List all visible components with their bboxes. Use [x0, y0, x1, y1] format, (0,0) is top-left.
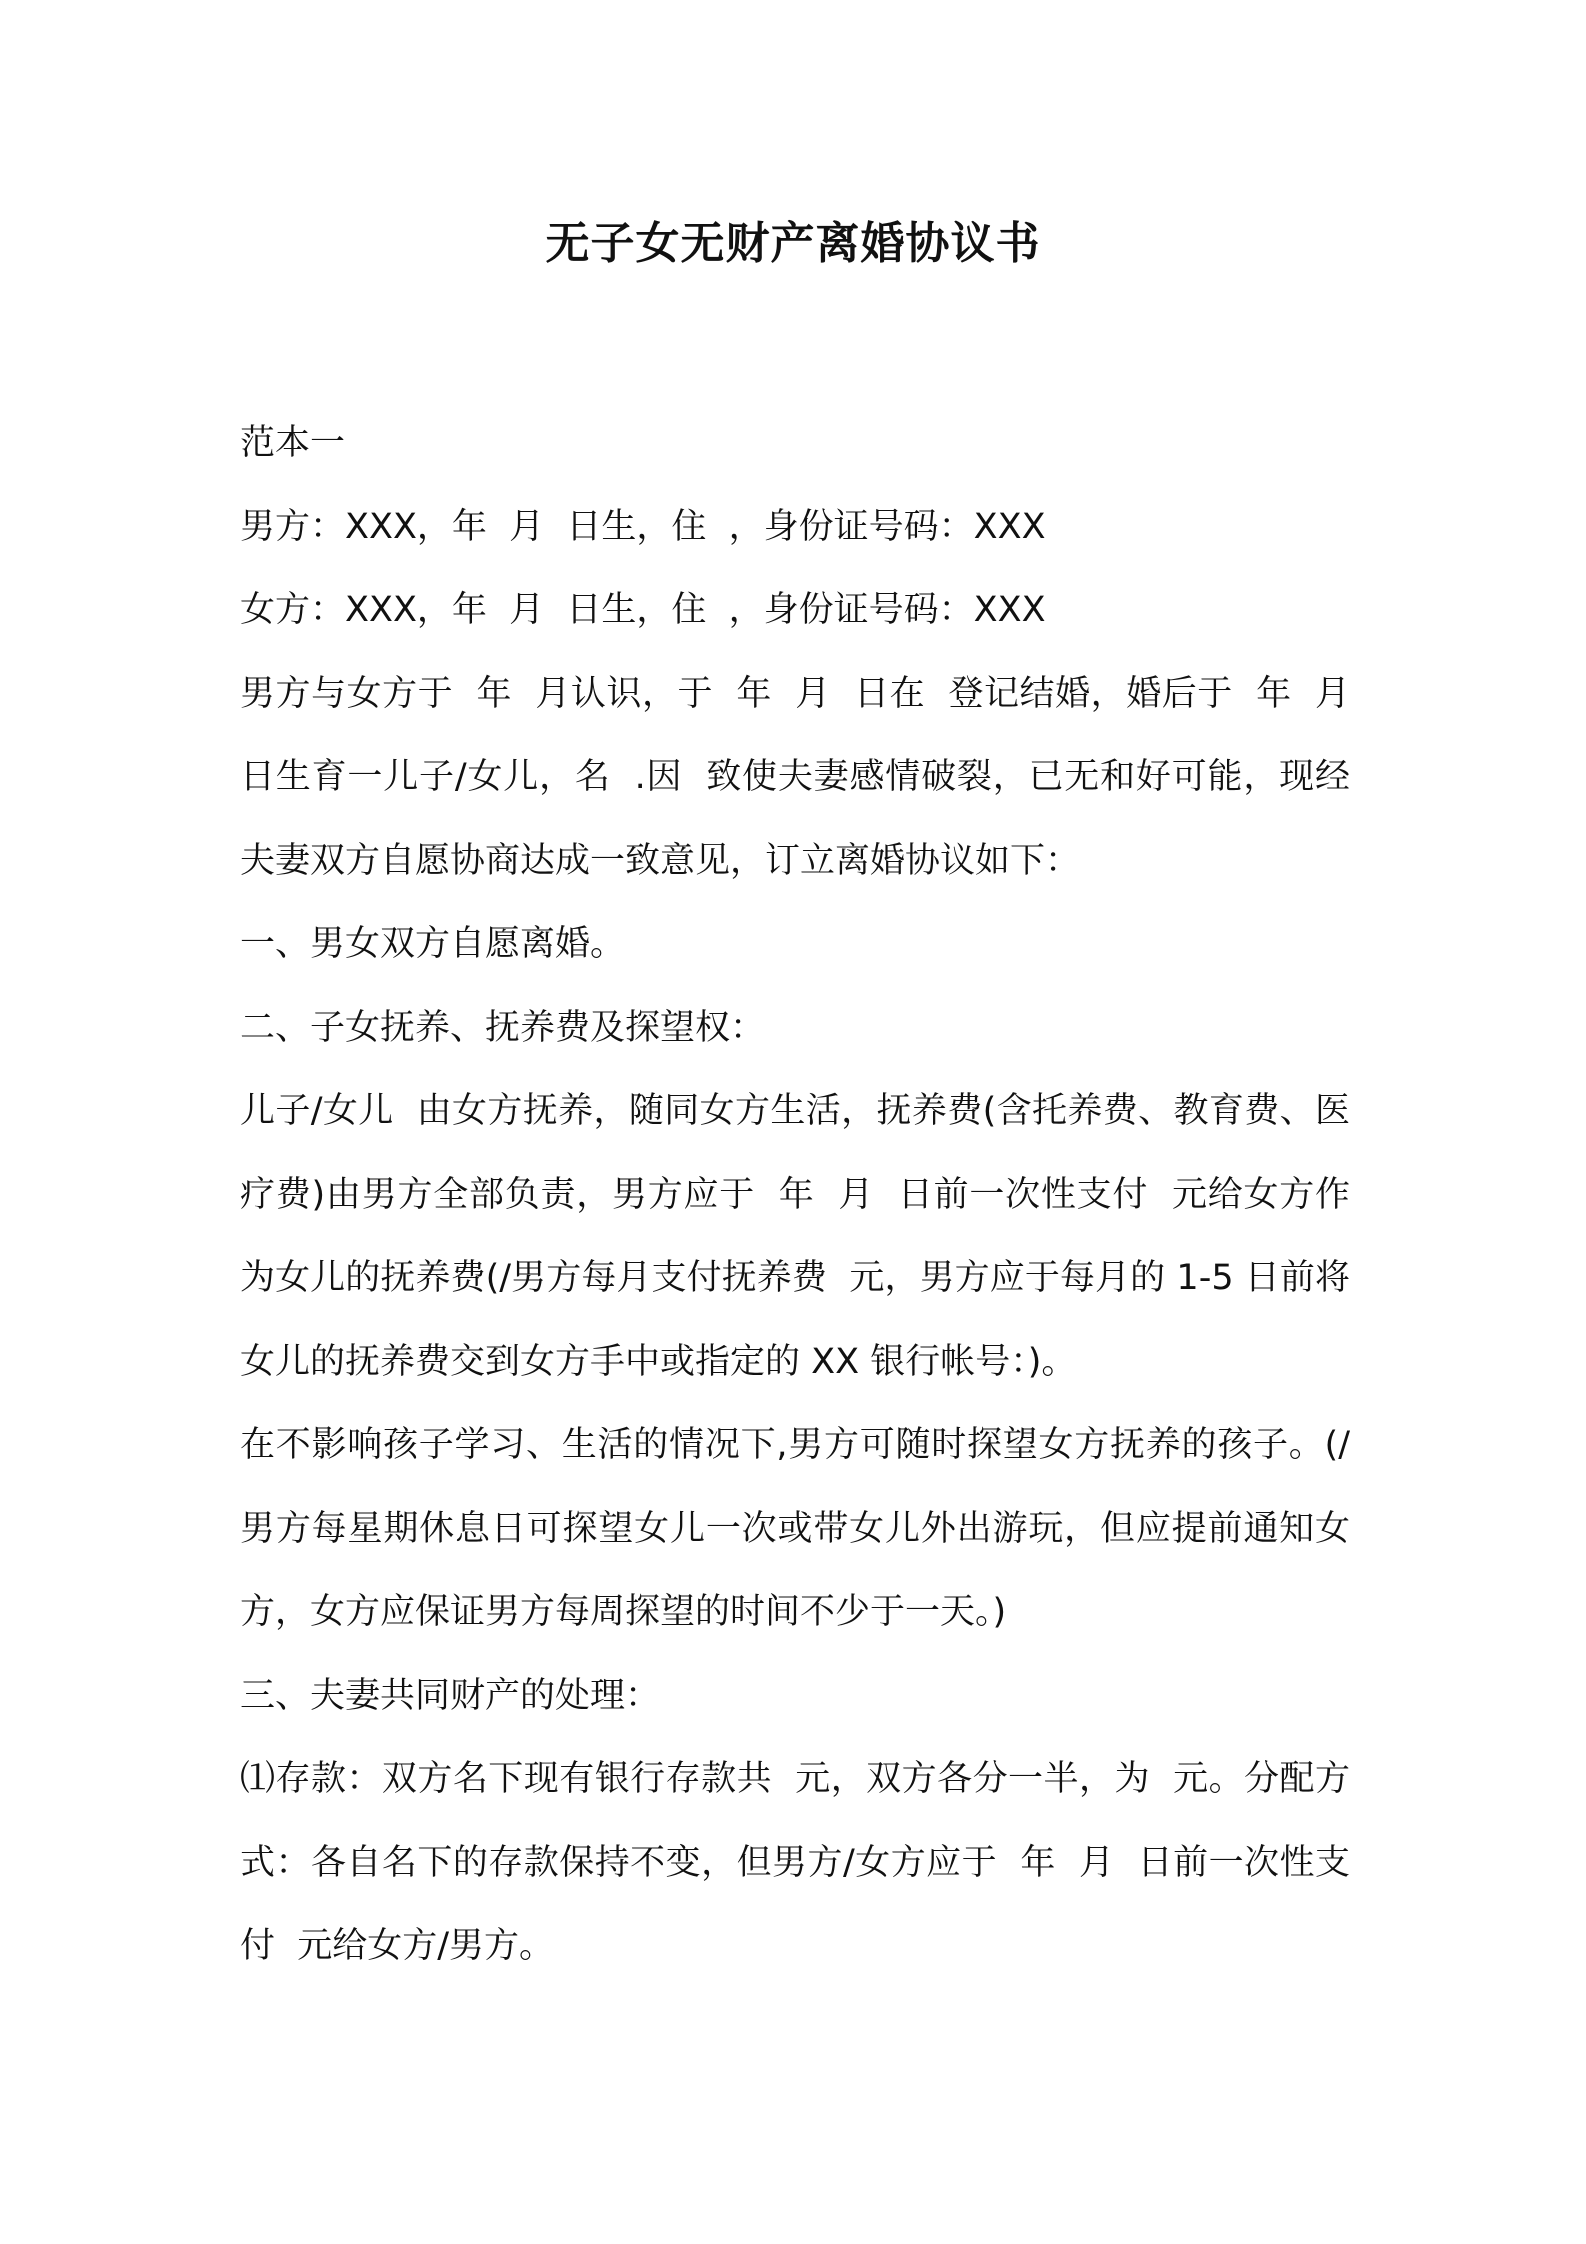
child-custody-paragraph: 儿子/女儿 由女方抚养，随同女方生活，抚养费(含托养费、教育费、医疗费)由男方全部负责，男方应于 年 月 日前一次性支付 元给女方作为女儿的抚养费(/男方每月支付抚养费 元，男方应于每月的 1-5 日前将女儿的抚养费交到女方手中或指定的 XX 银行帐号：)。	[240, 1091, 1350, 1382]
marriage-background: 男方与女方于 年 月认识，于 年 月 日在 登记结婚，婚后于 年 月 日生育一儿子/女儿，名 .因 致使夫妻感情破裂，已无和好可能，现经夫妻双方自愿协商达成一致意见，订立离婚协议如下：	[240, 673, 1373, 881]
clause-1-divorce: 一、男女双方自愿离婚。	[240, 924, 626, 964]
document-body	[240, 402, 1373, 1989]
visitation-paragraph: 在不影响孩子学习、生活的情况下,男方可随时探望女方抚养的孩子。(/男方每星期休息日可探望女儿一次或带女儿外出游玩，但应提前通知女方，女方应保证男方每周探望的时间不少于一天。)	[240, 1425, 1350, 1632]
clause-3-heading: 三、夫妻共同财产的处理：	[240, 1675, 661, 1716]
female-party-info: 女方：XXX，年 月 日生，住 ，身份证号码：XXX	[240, 590, 1046, 630]
male-party-info: 男方：XXX，年 月 日生，住 ，身份证号码：XXX	[240, 506, 1046, 547]
document-title: 无子女无财产离婚协议书	[545, 218, 1041, 269]
clause-2-heading: 二、子女抚养、抚养费及探望权：	[240, 1007, 766, 1048]
template-label: 范本一	[240, 423, 346, 463]
deposit-paragraph: ⑴存款：双方名下现有银行存款共 元，双方各分一半，为 元。分配方式：各自名下的存款保持不变，但男方/女方应于 年 月 日前一次性支付 元给女方/男方。	[240, 1759, 1350, 1966]
